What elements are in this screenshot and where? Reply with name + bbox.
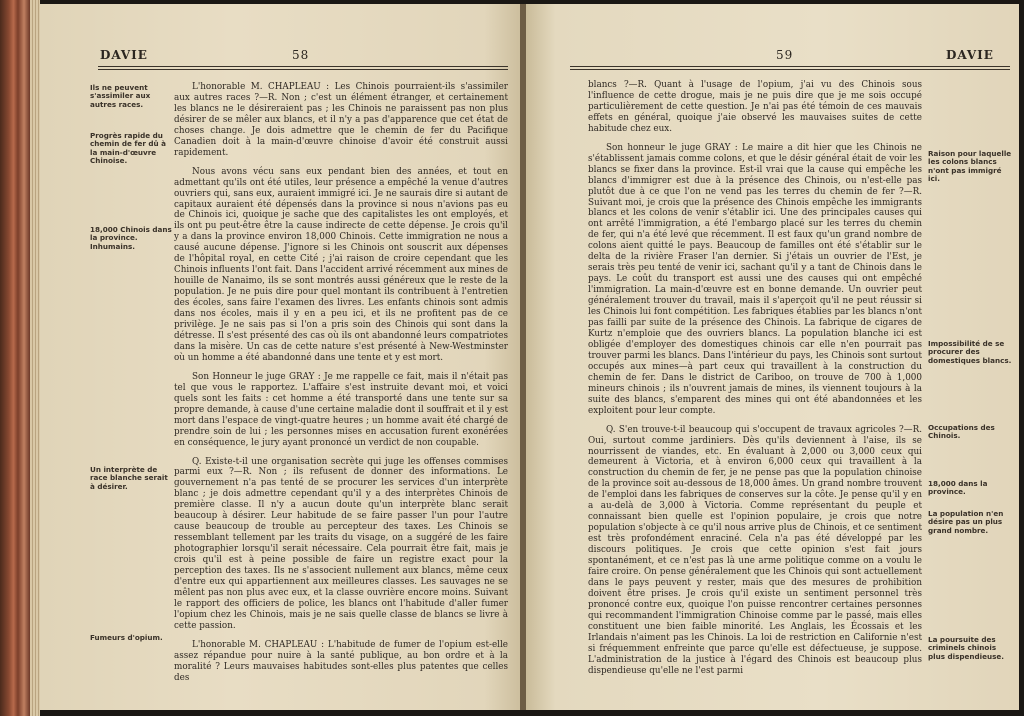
margin-note: La poursuite des criminels chinois plus dispendieuse. [928, 635, 1005, 661]
right-running-head: DAVIE [946, 48, 994, 62]
paragraph: Son Honneur le juge GRAY : Je me rappelle ce fait, mais il n'était pas tel que vous le rapportez. L'affaire s'est instruite devant moi, et voici quels sont les faits : cet homme a été transporté dans une tente sur sa propre demande, à cause d'une certaine maladie dont il souffrait et il y est mort dans l'espace de vingt-quatre heures ; un homme avait été chargé de prendre soin de lui ; les personnes mises en accusation furent exonérées en conséquence, le jury ayant prononcé un verdict de non coupable. [174, 371, 508, 448]
margin-note: Raison pour laquelle les colons blancs n'ont pas immigré ici. [928, 149, 1012, 184]
right-header-rule [570, 66, 1010, 70]
paragraph: blancs ?—R. Quant à l'usage de l'opium, j'ai vu des Chinois sous l'influence de cette drogue, mais je ne puis dire que je me sois occupé particulièrement de cette question. Je n'ai pas été témoin de ces mauvais effets en général, quoique j'aie observé les mauvaises suites de cette habitude chez eux. [588, 80, 922, 134]
paragraph: Q. S'en trouve-t-il beaucoup qui s'occupent de travaux agricoles ?—R. Oui, surtout comme jardiniers. Dès qu'ils deviennent à l'aise, ils se nourrissent de viandes, etc. En évaluant à 2,000 ou 3,000 ceux qui demeurent à Victoria, et à environ 6,000 ceux qui travaillent à la construction du chemin de fer, je ne pense pas que la population chinoise de la province soit au-dessous de 18,000 âmes. Un grand nombre trouvent de l'emploi dans les fabriques de conserves sur la côte. Je pense qu'il y en a au-delà de 3,000 à Victoria. Comme représentant du peuple et connaissant bien quelle est l'opinion populaire, je crois que notre population s'objecte à ce qu'il nous arrive plus de Chinois, et ce sentiment est très profondément enraciné. Cela n'a pas été développé par les discours politiques. Je crois que cette opinion s'est fait jours spontanément, et ce n'est pas là une arme politique comme on a voulu le faire croire. On pense généralement que les Chinois qui sont actuellement dans le pays peuvent y rester, mais que des mesures de prohibition doivent être prises. Je crois qu'il existe un sentiment personnel très prononcé contre eux, quoique l'on puisse rencontrer certaines personnes qui recommandent l'immigration Chinoise comme par le passé, mais elles constituent une bien faible minorité. Les Anglais, les Écossais et les Irlandais n'aiment pas les Chinois. La loi de restriction en Californie n'est si fréquemment enfreinte que parce qu'elle est défectueuse, je suppose. L'administration de la justice à l'égard des Chinois est beaucoup plus dispendieuse qu'elle ne l'est parmi [588, 424, 922, 676]
paragraph: Nous avons vécu sans eux pendant bien des années, et tout en admettant qu'ils ont été utiles, leur présence a empêché la venue d'autres ouvriers qui, sans eux, auraient immigré ici. Je ne saurais dire si autant de capitaux auraient été dépensés dans la province si nous n'avions pas eu de Chinois ici, quoique je sache que des capitalistes les ont employés, et ils ont pu peut-être être la cause indirecte de cette dépense. Je crois qu'il y a dans la province environ 18,000 Chinois. Cette immigration ne nous a causé aucune dépense. J'ignore si les Chinois ont souscrit aux dépenses de l'hôpital royal, en cette Cité ; j'ai raison de croire cependant que les Chinois influents l'ont fait. Dans l'accident arrivé récemment aux mines de houille de Nanaimo, ils se sont montrés aussi généreux que le reste de la population. Je ne puis dire pour quel montant ils contribuent à l'entretien des écoles, sans faire l'examen des livres. Les enfants chinois sont admis dans nos écoles, mais il y en a peu ici, et ils ne profitent pas de ce privilège. Je ne sais pas si l'on a pris soin des Chinois qui sont dans la détresse. Il s'est présenté des cas où ils ont abandonné leurs compatriotes dans la misère. Un cas de cette nature s'est présenté à New-Westminster où un homme a été abandonné dans une tente et y est mort. [174, 166, 508, 363]
left-page [40, 4, 523, 710]
right-body [588, 80, 922, 677]
margin-note: 18,000 Chinois dans la province. Inhumains. [90, 225, 172, 251]
book-edge [0, 0, 30, 716]
margin-note: 18,000 dans la province. [928, 479, 988, 497]
margin-note: Progrès rapide du chemin de fer dû à la main-d'œuvre Chinoise. [90, 131, 167, 166]
margin-note: Occupations des Chinois. [928, 423, 995, 441]
left-running-head: DAVIE [100, 48, 148, 62]
left-body [174, 82, 508, 684]
margin-note: Un interprète de race blanche serait à désirer. [90, 465, 168, 491]
paragraph: L'honorable M. CHAPLEAU : Les Chinois pourraient-ils s'assimiler aux autres races ?—R. Non ; c'est un élément étranger, et certainement les blancs ne le désireraient pas ; les Chinois ne paraissent pas non plus désirer de se mêler aux blancs, et il n'y a pas d'apparence que cet état de choses change. Je dois admettre que le chemin de fer du Pacifique Canadien doit à la main-d'œuvre chinoise d'avoir été construit aussi rapidement. [174, 82, 508, 158]
right-page [526, 4, 1019, 710]
left-header-rule [98, 66, 508, 70]
margin-note: Impossibilité de se procurer des domestiques blancs. [928, 339, 1012, 365]
margin-note: Fumeurs d'opium. [90, 633, 163, 642]
margin-note: Ils ne peuvent s'assimiler aux autres races. [90, 83, 151, 109]
paragraph: Q. Existe-t-il une organisation secrète qui juge les offenses commises parmi eux ?—R. Non ; ils refusent de donner des informations. Le gouvernement n'a pas tenté de se procurer les services d'un interprète blanc ; je dois admettre cependant qu'il y a des interprètes Chinois de première classe. Il n'y a aucun doute qu'un interprète blanc serait beaucoup à désirer. Leur habitude de se faire passer l'un pour l'autre cause beaucoup de trouble au percepteur des taxes. Les Chinois se ressemblant tellement par les traits du visage, on a suggéré de les faire photographier lorsqu'il serait nécessaire. Cela pourrait être fait, mais je crois qu'il est à peine possible de faire un registre exact pour la perception des taxes. Ils ne s'associent nullement aux blancs, même ceux d'entre eux qui appartiennent aux meilleures classes. Les sauvages ne se mêlent pas non plus avec eux, et la classe ouvrière encore moins. Suivant le rapport des officiers de police, les blancs ont l'habitude d'aller fumer l'opium chez les Chinois, mais je ne sais quelle classe de blancs se livre à cette passion. [174, 456, 508, 631]
paragraph: Son honneur le juge GRAY : Le maire a dit hier que les Chinois ne s'établissent jamais comme colons, et que le désir général était de voir les blancs se fixer dans la province. Est-il vrai que la cause qui empêche les blancs d'immigrer est due à la présence des Chinois, ou n'est-elle pas plutôt due à ce que l'on ne vend pas les terres du chemin de fer ?—R. Suivant moi, je crois que la présence des Chinois empêche les immigrants blancs et les colons de venir s'établir ici. Une des principales causes qui ont arrêté l'immigration, a été l'embargo placé sur les terres du chemin de fer, qui n'a été levé que récemment. Il est faux qu'un grand nombre de colons aient quitté le pays. Beaucoup de familles ont été s'établir sur le delta de la rivière Fraser l'an dernier. Si j'étais un ouvrier de l'Est, je serais très peu tenté de venir ici, sachant qu'il y a tant de Chinois dans le pays. Le coût du transport est aussi une des causes qui ont empêché l'immigration. La main-d'œuvre est en bonne demande. Un ouvrier peut généralement trouver du travail, mais il s'aperçoit qu'il ne peut réussir si les Chinois lui font compétition. Les fabriques établies par les blancs n'ont pas failli par suite de la présence des Chinois. La fabrique de cigares de Kurtz n'emploie que des ouvriers blancs. La population blanche ici est obligée d'employer des domestiques chinois car elle n'en pourrait pas trouver parmi les blancs. Dans l'intérieur du pays, les Chinois sont surtout occupés aux mines—à part ceux qui travaillent à la construction du chemin de fer. Dans le district de Cariboo, on trouve de 700 à 1,000 mineurs chinois ; ils n'ouvrent jamais de mines, ils viennent toujours à la suite des blancs, s'emparent des mines qui ont été abandonnées et les exploitent pour leur compte. [588, 142, 922, 416]
margin-note: La population n'en désire pas un plus grand nombre. [928, 509, 1004, 535]
right-page-number: 59 [776, 48, 794, 62]
left-page-number: 58 [292, 48, 310, 62]
page-stack [30, 0, 40, 716]
paragraph: L'honorable M. CHAPLEAU : L'habitude de fumer de l'opium est-elle assez répandue pour nuire à la santé publique, au bon ordre et à la moralité ? Leurs mauvaises habitudes sont-elles plus patentes que celles des [174, 639, 508, 683]
